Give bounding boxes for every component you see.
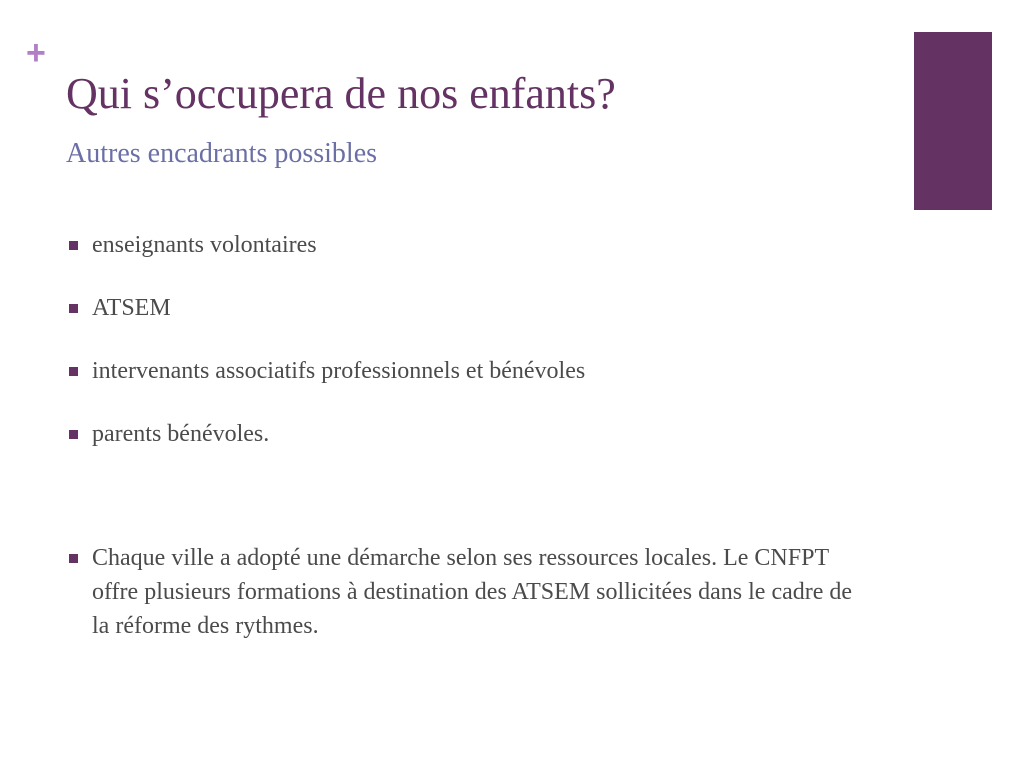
accent-bar (914, 32, 992, 210)
bullet-text: parents bénévoles. (92, 421, 270, 447)
bullet-item (66, 417, 866, 451)
slide-title: Qui s’occupera de nos enfants? (66, 69, 616, 118)
bullet-item (66, 228, 866, 262)
bullet-item (66, 291, 866, 325)
bullet-text: ATSEM (92, 295, 171, 321)
bullet-item (66, 541, 866, 643)
square-bullet-icon (69, 367, 78, 376)
bullet-text: enseignants volontaires (92, 232, 317, 258)
square-bullet-icon (69, 430, 78, 439)
bullet-text: Chaque ville a adopté une démarche selon ses ressources locales. Le CNFPT offre plusieurs formations à destination des ATSEM sollicitées dans le cadre de la réforme des rythmes. (92, 545, 853, 639)
square-bullet-icon (69, 304, 78, 313)
square-bullet-icon (69, 241, 78, 250)
square-bullet-icon (69, 554, 78, 563)
bullet-text: intervenants associatifs professionnels et bénévoles (92, 358, 586, 384)
slide-subtitle: Autres encadrants possibles (66, 138, 378, 169)
bullet-item (66, 354, 866, 388)
plus-decoration-icon: + (26, 34, 46, 72)
